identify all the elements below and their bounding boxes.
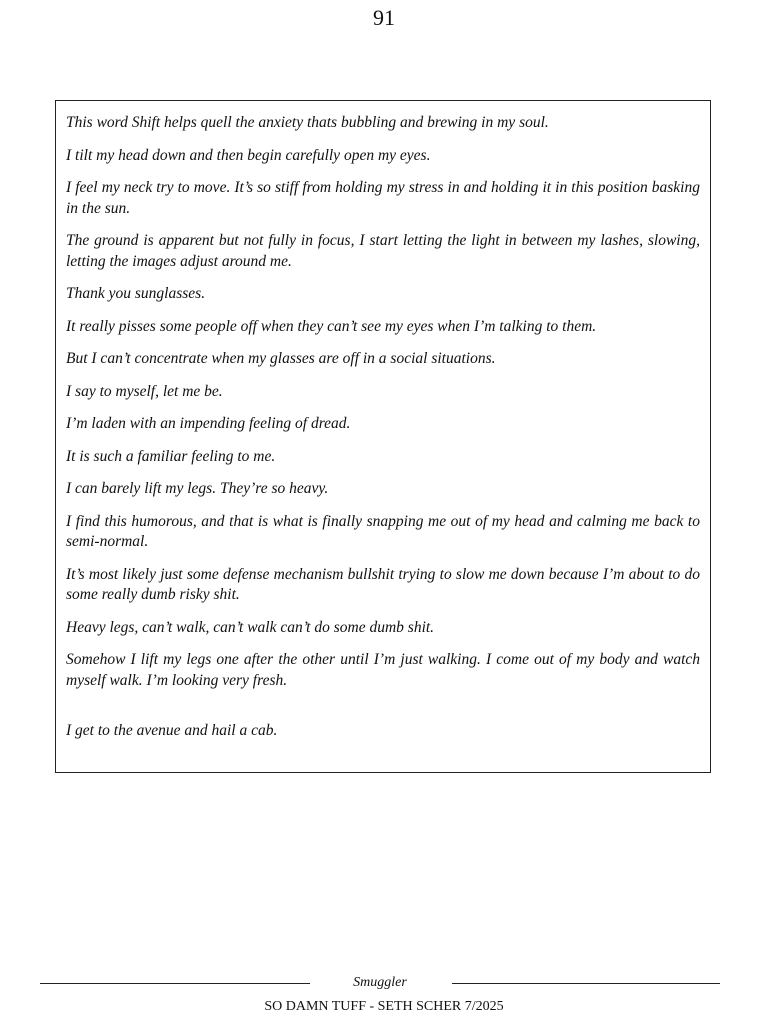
footer-title: Smuggler (353, 975, 407, 990)
paragraph-10: It is such a familiar feeling to me. (66, 447, 276, 465)
paragraph-7: But I can’t concentrate when my glasses are off in a social situations. (66, 350, 496, 367)
text-box (55, 100, 711, 773)
paragraph-15: Somehow I lift my legs one after the other until I’m just walking. I come out of my body and watch myself walk. I’m looking very fresh. (66, 651, 700, 689)
footer-credit: SO DAMN TUFF - SETH SCHER 7/2025 (264, 999, 504, 1014)
footer-title-row (40, 973, 720, 995)
page-number: 91 (373, 5, 395, 30)
paragraph-5: Thank you sunglasses. (66, 285, 206, 302)
paragraph-3: I feel my neck try to move. It’s so stiff from holding my stress in and holding it in this position basking in the sun. (66, 179, 700, 217)
paragraph-13: It’s most likely just some defense mechanism bullshit trying to slow me down because I’m about to do some really dumb risky shit. (66, 565, 700, 603)
paragraph-8: I say to myself, let me be. (66, 382, 223, 400)
paragraph-14: Heavy legs, can’t walk, can’t walk can’t do some dumb shit. (66, 618, 435, 636)
paragraph-4: The ground is apparent but not fully in focus, I start letting the light in between my lashes, slowing, letting the images adjust around me. (66, 232, 700, 270)
paragraph-6: It really pisses some people off when they can’t see my eyes when I’m talking to them. (66, 317, 597, 335)
paragraph-1: This word Shift helps quell the anxiety thats bubbling and brewing in my soul. (66, 114, 549, 131)
paragraph-12: I find this humorous, and that is what is finally snapping me out of my head and calming me back to semi-normal. (66, 512, 700, 550)
paragraph-9: I’m laden with an impending feeling of dread. (66, 415, 351, 432)
footer-rule-right (452, 983, 720, 984)
paragraph-11: I can barely lift my legs. They’re so heavy. (66, 480, 329, 497)
paragraph-16: I get to the avenue and hail a cab. (66, 722, 278, 739)
paragraph-2: I tilt my head down and then begin carefully open my eyes. (66, 146, 431, 164)
